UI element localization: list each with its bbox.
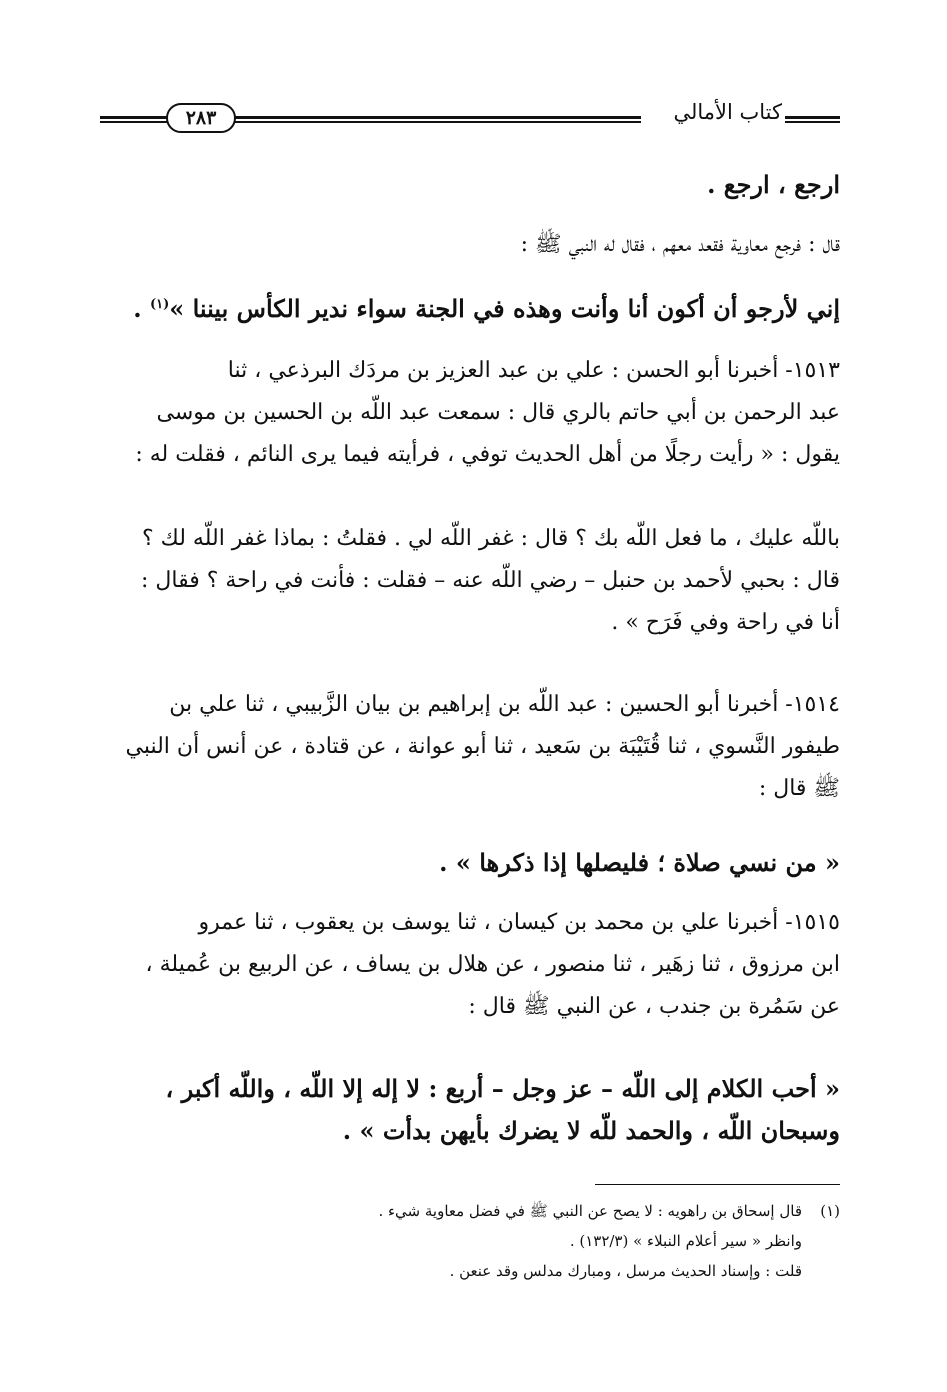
dream-narration xyxy=(100,518,840,644)
text-line: ارجع ، ارجع . xyxy=(707,170,840,199)
header-rule-right xyxy=(785,116,840,123)
header-rule-middle xyxy=(235,116,641,123)
text-line: ١٥١٥- أخبرنا علي بن محمد بن كيسان ، ثنا يوسف بن يعقوب ، ثنا عمرو xyxy=(198,910,840,935)
narration-1513 xyxy=(100,350,840,476)
text-line: ابن مرزوق ، ثنا زهَير ، ثنا منصور ، عن هلال بن يساف ، عن الربيع بن عُميلة ، xyxy=(145,952,840,977)
footnote-separator xyxy=(595,1184,840,1185)
text-line: ١٥١٣- أخبرنا أبو الحسن : علي بن عبد العزيز بن مردَك البرذعي ، ثنا xyxy=(227,358,840,383)
hadith-text-prayer xyxy=(100,842,840,884)
text-line: أنا في راحة وفي فَرَح » . xyxy=(611,610,840,635)
hadith-text-best-words xyxy=(100,1068,840,1152)
text-line: باللّه عليك ، ما فعل اللّه بك ؟ قال : غفر اللّه لي . فقلتُ : بماذا غفر اللّه لك ؟ xyxy=(142,526,840,551)
paragraph-muawiya-returned xyxy=(100,224,840,266)
text-line: عبد الرحمن بن أبي حاتم بالري قال : سمعت عبد اللّه بن الحسين بن موسى xyxy=(156,400,840,425)
header-rule-left xyxy=(100,116,168,123)
footnote-line xyxy=(100,1196,840,1226)
narration-1514 xyxy=(100,684,840,810)
text-line: ١٥١٤- أخبرنا أبو الحسين : عبد اللّه بن إبراهيم بن بيان الزَّبيبي ، ثنا علي بن xyxy=(169,692,840,717)
footnote-text: قال إسحاق بن راهويه : لا يصح عن النبي ﷺ في فضل معاوية شيء . xyxy=(378,1202,802,1220)
text-line: يقول : « رأيت رجلًا من أهل الحديث توفي ، فرأيته فيما يرى النائم ، فقلت له : xyxy=(135,442,840,467)
text-line: « من نسي صلاة ؛ فليصلها إذا ذكرها » . xyxy=(439,848,840,877)
period: . xyxy=(133,294,150,323)
text-line: ﷺ قال : xyxy=(758,776,840,801)
footnotes xyxy=(100,1196,840,1286)
running-header xyxy=(100,94,840,138)
text-line: قال : فرجع معاوية فقعد معهم ، فقال له النبي ﷺ : xyxy=(520,232,840,257)
text-line: وسبحان اللّه ، والحمد للّه لا يضرك بأيهن بدأت » . xyxy=(342,1116,840,1145)
footnote-ref: (١) xyxy=(149,297,170,312)
text-line: قال : بحبي لأحمد بن حنبل – رضي اللّه عنه – فقلت : فأنت في راحة ؟ فقال : xyxy=(140,568,840,593)
text-line: طيفور النَّسوي ، ثنا قُتَيْبَة بن سَعيد ، ثنا أبو عوانة ، عن قتادة ، عن أنس أن النبي xyxy=(125,734,840,759)
paragraph-return xyxy=(100,164,840,206)
footnote-number: (١) xyxy=(820,1202,840,1220)
footnote-line: وانظر « سير أعلام النبلاء » (١٣٢/٣) . xyxy=(569,1232,802,1250)
book-page xyxy=(100,0,840,1392)
text-line: « أحب الكلام إلى اللّه – عز وجل – أربع : لا إله إلا اللّه ، واللّه أكبر ، xyxy=(165,1074,840,1103)
header-book-title: كتاب الأمالي xyxy=(673,100,782,124)
hadith-text-cup xyxy=(100,288,840,330)
footnote-line: قلت : وإسناد الحديث مرسل ، ومبارك مدلس وقد عنعن . xyxy=(449,1262,802,1280)
narration-1515 xyxy=(100,902,840,1028)
hadith-quote: إني لأرجو أن أكون أنا وأنت وهذه في الجنة سواء ندير الكأس بيننا » xyxy=(169,294,840,323)
page-number: ٢٨٣ xyxy=(166,103,236,133)
text-line xyxy=(100,288,840,330)
text-line: عن سَمُرة بن جندب ، عن النبي ﷺ قال : xyxy=(468,994,840,1019)
